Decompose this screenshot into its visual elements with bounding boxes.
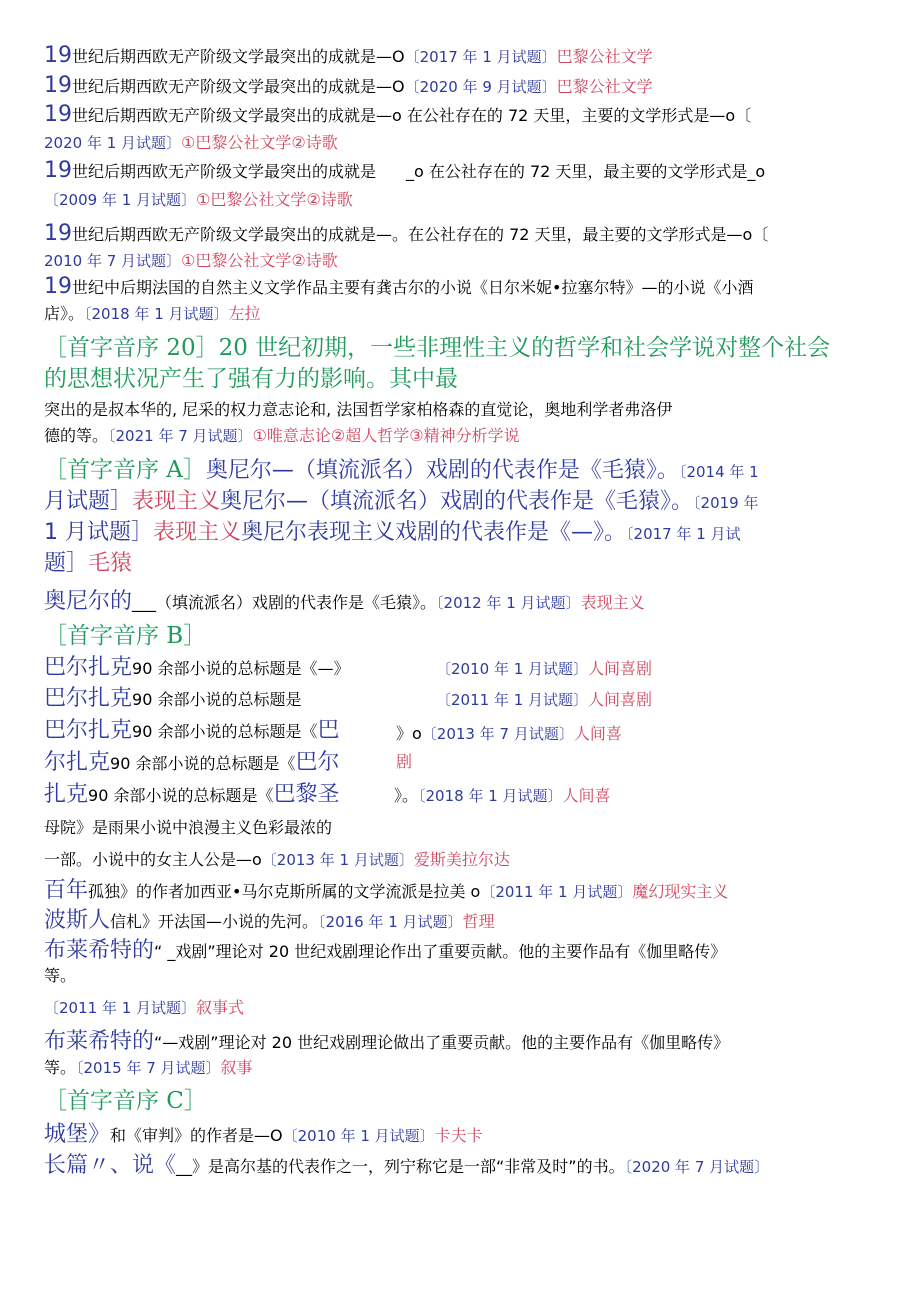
exam-ref: 〔2018 年 1 月试题〕 [84, 305, 229, 323]
question-text: 主义戏剧的代表作是《—》。 [351, 520, 627, 545]
answer: 爱斯美拉尔达 [413, 850, 510, 869]
answer: 毛猿 [88, 551, 133, 576]
answer: 左拉 [228, 304, 261, 323]
exam-ref: 〔2020 年 9 月试题〕 [404, 78, 557, 96]
question-text: 等。 [44, 966, 77, 985]
question-text: 母院》是雨果小说中浪漫主义色彩最浓的 [44, 818, 333, 837]
question-line-cont [44, 251, 338, 271]
question-line [44, 400, 672, 420]
question-line [44, 1153, 769, 1180]
question-text: 题］ [44, 551, 89, 576]
exam-ref: 〔2010 年 1 月试题〕 [282, 1127, 435, 1145]
answer: 卡夫卡 [434, 1126, 483, 1145]
answer: 叙事 [220, 1058, 253, 1077]
question-line [44, 908, 495, 935]
question-line [44, 850, 510, 870]
question-text: 等。 [44, 1058, 77, 1077]
question-line [44, 687, 301, 712]
exam-ref: 〔2009 年 1 月试题〕 [44, 191, 197, 209]
number: 19 [44, 221, 72, 246]
question-prefix: 布莱希特的 [44, 938, 155, 963]
question-line [44, 938, 726, 965]
question-prefix: 扎克 [44, 782, 89, 807]
answer: 巴黎公社文学 [556, 77, 653, 96]
question-prefix: 奥尼尔的 [44, 589, 133, 614]
answer: 哲理 [462, 912, 495, 931]
exam-ref-line [394, 786, 611, 806]
answer: ①唯意志论②超人哲学③精神分析学说 [252, 426, 520, 445]
answer: ①巴黎公社文学②诗歌 [181, 251, 338, 270]
exam-ref: 2020 年 1 月试题〕 [44, 134, 182, 152]
exam-ref: 〔2015 年 7 月试题〕 [76, 1059, 221, 1077]
number: 19 [44, 158, 72, 183]
number: 19 [44, 274, 72, 299]
question-text: 世纪后期西欧无产阶级文学最突出的成就是—O [72, 47, 405, 66]
question-line [44, 782, 339, 809]
number: 19 [44, 73, 72, 98]
answer: 人间喜剧 [588, 690, 653, 709]
question-text: 孤独》的作者加西亚•马尔克斯所属的文学流派是拉美 o [88, 882, 481, 901]
number: 19 [44, 43, 72, 68]
question-text: 》。 [394, 786, 419, 805]
question-line-cont [44, 133, 338, 153]
exam-ref: 2010 年 7 月试题〕 [44, 252, 182, 270]
exam-ref: 〔2012 年 1 月试题〕 [436, 594, 581, 612]
answer: 人间喜 [562, 786, 611, 805]
question-line-cont [44, 1058, 253, 1078]
question-text: 店》。 [44, 304, 85, 323]
question-text: ___（填流派名）戏剧的代表作是《毛猿》。 [132, 593, 437, 612]
exam-ref: 〔2011 年 1 月试题〕 [480, 883, 633, 901]
question-text: 1 月试题］ [44, 520, 153, 545]
answer-cont [396, 752, 412, 772]
answer: 剧 [396, 752, 413, 771]
question-text: 突出的是叔本华的, 尼采的权力意志论和, 法国哲学家柏格森的直觉论，奥地利学者弗洛伊 [44, 400, 673, 419]
question-line [44, 750, 339, 777]
answer: 人间喜 [573, 724, 622, 743]
question-line-cont [44, 998, 244, 1018]
question-text: 一部。小说中的女主人公是—o [44, 850, 262, 869]
question-text: __》是高尔基的代表作之一，列宁称它是一部“非常及时”的书。 [176, 1157, 625, 1176]
answer: 魔幻现实主义 [632, 882, 729, 901]
question-line [44, 73, 653, 98]
question-line [44, 1029, 729, 1056]
exam-ref: 〔2011 年 1 月试题〕 [44, 999, 197, 1017]
section-heading: ［首字音序 C］ [44, 1088, 207, 1114]
question-prefix: 百年 [44, 878, 89, 903]
question-line-cont [44, 190, 353, 210]
question-line [44, 878, 728, 905]
question-prefix: 波斯人 [44, 908, 111, 933]
question-line [44, 274, 754, 299]
section-heading: ［首字音序 20］20 世纪初期，一些非理性主义的哲学和社会学说对整个社会 [44, 335, 831, 361]
exam-ref: 〔2017 年 1 月试题〕 [404, 48, 557, 66]
question-line-cont [44, 550, 132, 579]
question-line-cont [44, 519, 741, 548]
section-heading-cont: 的思想状况产生了强有力的影响。其中最 [44, 366, 458, 392]
question-text: 90 余部小说的总标题是 [132, 690, 302, 709]
exam-ref-line [436, 690, 652, 710]
exam-ref: 〔2014 年 1 [678, 463, 759, 481]
answer: 表现主义 [132, 489, 221, 514]
question-text: 世纪后期西欧无产阶级文学最突出的成就是—。在公社存在的 72 天里，最主要的文学形式是—o〔 [72, 225, 769, 244]
question-line [44, 456, 759, 486]
question-text: 90 余部小说的总标题是《 [110, 754, 296, 773]
exam-ref: 〔2013 年 1 月试题〕 [261, 851, 414, 869]
exam-ref: 〔2013 年 7 月试题〕 [421, 725, 574, 743]
question-text: 和《审判》的作者是—O [110, 1126, 283, 1145]
question-text: 奥尼尔—（填流派名）戏剧的代表作是《毛猿》。 [205, 458, 679, 483]
question-text: 90 余部小说的总标题是《 [132, 722, 318, 741]
question-text: 世纪后期西欧无产阶级文学最突出的成就是—o 在公社存在的 72 天里，主要的文学形式是—o〔 [72, 106, 752, 125]
question-text: “—戏剧”理论对 20 世纪戏剧理论做出了重要贡献。他的主要作品有《伽里略传》 [154, 1033, 730, 1052]
section-heading: ［首字音序 B］ [44, 623, 207, 649]
question-line [44, 818, 332, 838]
question-text: _o 在公社存在的 72 天里，最主要的文学形式是_o [406, 162, 766, 181]
question-line [44, 1122, 483, 1149]
question-text: 90 余部小说的总标题是《 [88, 786, 274, 805]
question-prefix: 长篇〃、说《 [44, 1153, 177, 1178]
question-prefix: 巴尔扎克 [44, 718, 133, 743]
question-text: 月试题］ [44, 489, 133, 514]
question-line [44, 590, 645, 615]
question-prefix: 巴尔扎克 [44, 686, 133, 711]
question-line-cont [44, 966, 76, 986]
answer: 表现主义 [153, 520, 242, 545]
exam-ref: 〔2017 年 1 月试 [626, 525, 741, 543]
question-text: 德的等。 [44, 426, 109, 445]
exam-ref: 〔2010 年 1 月试题〕 [436, 660, 589, 678]
question-text: 》o [396, 724, 422, 743]
answer: 叙事式 [196, 998, 245, 1017]
question-line-cont [44, 426, 520, 446]
answer: ①巴黎公社文学②诗歌 [181, 133, 338, 152]
answer: 巴黎公社文学 [556, 47, 653, 66]
question-prefix: 巴尔扎克 [44, 655, 133, 680]
exam-ref: 〔2020 年 7 月试题〕 [624, 1158, 770, 1176]
exam-ref-line [436, 659, 652, 679]
exam-ref: 〔2016 年 1 月试题〕 [318, 913, 463, 931]
question-text: 世纪后期西欧无产阶级文学最突出的成就是—O [72, 77, 405, 96]
answer: 人间喜剧 [588, 659, 653, 678]
question-prefix: 尔扎克 [44, 750, 111, 775]
question-line [44, 158, 766, 183]
exam-ref: 〔2021 年 7 月试题〕 [108, 427, 253, 445]
question-prefix: 巴黎圣 [273, 782, 340, 807]
section-heading: ［首字音序 A］ [44, 457, 206, 483]
question-line [44, 221, 769, 246]
question-line [44, 102, 752, 127]
question-line [44, 718, 339, 745]
question-text: 世纪中后期法国的自然主义文学作品主要有龚古尔的小说《日尔米妮•拉塞尔特》—的小说《小酒 [72, 278, 754, 297]
answer: 表现主义 [580, 593, 645, 612]
question-prefix: 巴尔 [295, 750, 340, 775]
question-line [44, 656, 349, 681]
question-text: 奥尼尔—（填流派名）戏剧的代表作是《毛猿》。 [220, 489, 694, 514]
question-line-cont [44, 488, 759, 517]
question-text: 信札》开法国—小说的先河。 [110, 912, 319, 931]
question-prefix: 巴 [317, 718, 340, 743]
question-prefix: 布莱希特的 [44, 1029, 155, 1054]
exam-ref-line [396, 724, 622, 744]
question-text: 世纪后期西欧无产阶级文学最突出的成就是 [72, 162, 377, 181]
question-line [44, 43, 653, 68]
question-text: “ _戏剧”理论对 20 世纪戏剧理论作出了重要贡献。他的主要作品有《伽里略传》 [154, 942, 727, 961]
question-text: 奥尼尔表现 [241, 520, 352, 545]
question-text: 90 余部小说的总标题是《—》 [132, 659, 350, 678]
exam-ref: 〔2019 年 [693, 494, 759, 512]
exam-ref: 〔2011 年 1 月试题〕 [436, 691, 589, 709]
question-prefix: 城堡》 [44, 1122, 111, 1147]
question-line-cont [44, 304, 261, 324]
exam-ref: 〔2018 年 1 月试题〕 [418, 787, 563, 805]
number: 19 [44, 102, 72, 127]
answer: ①巴黎公社文学②诗歌 [196, 190, 353, 209]
